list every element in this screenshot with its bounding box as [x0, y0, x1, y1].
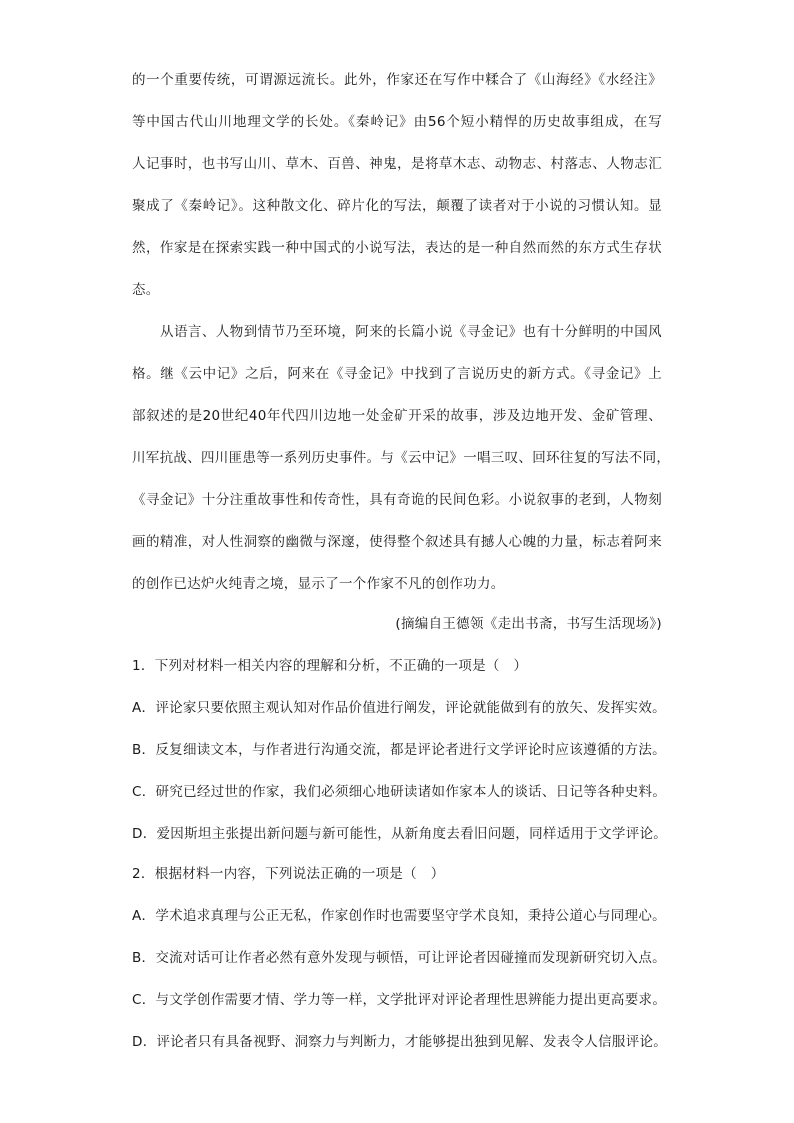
passage-line: 然，作家是在探索实践一种中国式的小说写法，表达的是一种自然而然的东方式生存状 [132, 240, 662, 256]
question-option: A．评论家只要依照主观认知对作品价值进行阐发，评论就能做到有的放矢、发挥实效。 [132, 700, 666, 716]
passage-line: 态。 [132, 282, 160, 298]
passage-line: 的创作已达炉火纯青之境，显示了一个作家不凡的创作功力。 [132, 576, 505, 592]
passage-line: 人记事时，也书写山川、草木、百兽、神鬼，是将草木志、动物志、村落志、人物志汇 [132, 156, 662, 172]
question-stem: 1．下列对材料一相关内容的理解和分析，不正确的一项是（ ） [132, 658, 528, 674]
passage-line: 画的精准，对人性洞察的幽微与深邃，使得整个叙述具有撼人心魄的力量，标志着阿来 [132, 534, 662, 550]
passage-line: 聚成了《秦岭记》。这种散文化、碎片化的写法，颠覆了读者对于小说的习惯认知。显 [132, 198, 662, 214]
question-option: C．与文学创作需要才情、学力等一样，文学批评对评论者理性思辨能力提出更高要求。 [132, 992, 667, 1008]
passage-line: 的一个重要传统，可谓源远流长。此外，作家还在写作中糅合了《山海经》《水经注》 [132, 72, 662, 88]
question-stem: 2．根据材料一内容，下列说法正确的一项是（ ） [132, 866, 445, 882]
passage-line: 从语言、人物到情节乃至环境，阿来的长篇小说《寻金记》也有十分鲜明的中国风 [160, 324, 662, 340]
question-option: B．交流对话可让作者必然有意外发现与顿悟，可让评论者因碰撞而发现新研究切入点。 [132, 950, 666, 966]
passage-line: 川军抗战、四川匪患等一系列历史事件。与《云中记》一唱三叹、回环往复的写法不同， [132, 450, 671, 466]
passage-line: 等中国古代山川地理文学的长处。《秦岭记》由56个短小精悍的历史故事组成，在写 [132, 114, 662, 130]
passage-line: 格。继《云中记》之后，阿来在《寻金记》中找到了言说历史的新方式。《寻金记》上 [132, 366, 662, 382]
question-option: B．反复细读文本，与作者进行沟通交流，都是评论者进行文学评论时应该遵循的方法。 [132, 742, 666, 758]
question-option: D．爱因斯坦主张提出新问题与新可能性，从新角度去看旧问题，同样适用于文学评论。 [132, 826, 668, 842]
passage-line: 部叙述的是20世纪40年代四川边地一处金矿开采的故事，涉及边地开发、金矿管理、 [132, 408, 662, 424]
question-option: A．学术追求真理与公正无私，作家创作时也需要坚守学术良知，秉持公道心与同理心。 [132, 908, 666, 924]
passage-source: (摘编自王德领《走出书斋，书写生活现场》) [395, 616, 662, 632]
question-option: C．研究已经过世的作家，我们必须细心地研读诸如作家本人的谈话、日记等各种史料。 [132, 784, 667, 800]
passage-line: 《寻金记》十分注重故事性和传奇性，具有奇诡的民间色彩。小说叙事的老到，人物刻 [132, 492, 662, 508]
question-option: D．评论者只有具备视野、洞察力与判断力，才能够提出独到见解、发表令人信服评论。 [132, 1034, 668, 1050]
